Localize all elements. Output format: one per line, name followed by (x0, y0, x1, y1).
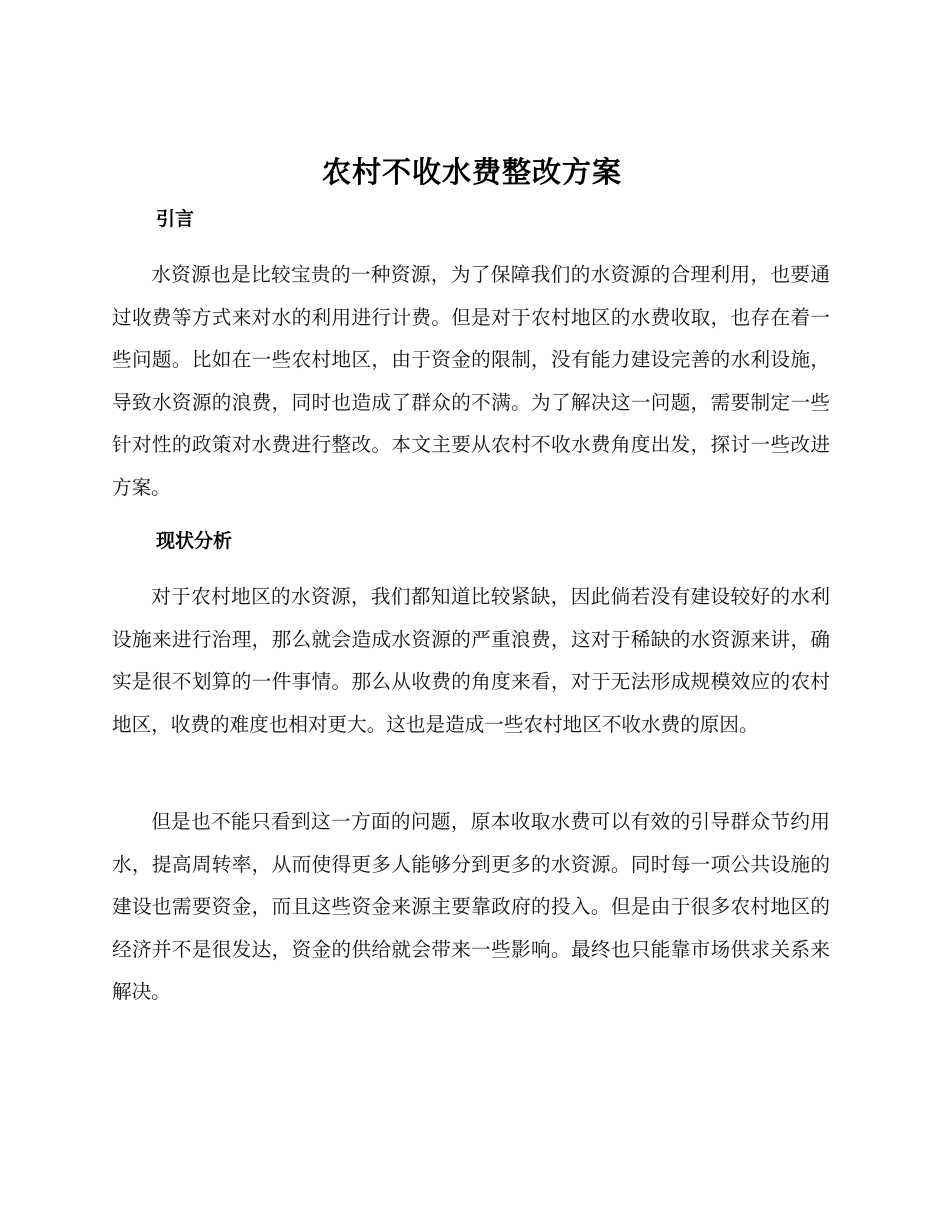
document-title: 农村不收水费整改方案 (321, 155, 622, 189)
section-heading-intro: 引言 (156, 208, 195, 230)
analysis-paragraph-1: 对于农村地区的水资源，我们都知道比较紧缺，因此倘若没有建设较好的水利设施来进行治理，那么就会造成水资源的严重浪费，这对于稀缺的水资源来讲，确实是很不划算的一件事情。那么从收费的角度来看，对于无法形成规模效应的农村地区，收费的难度也相对更大。这也是造成一些农村地区不收水费的原因。 (112, 585, 830, 736)
analysis-paragraph-2: 但是也不能只看到这一方面的问题，原本收取水费可以有效的引导群众节约用水，提高周转率，从而使得更多人能够分到更多的水资源。同时每一项公共设施的建设也需要资金，而且这些资金来源主要靠政府的投入。但是由于很多农村地区的经济并不是很发达，资金的供给就会带来一些影响。最终也只能靠市场供求关系来解决。 (112, 810, 830, 1003)
intro-paragraph: 水资源也是比较宝贵的一种资源，为了保障我们的水资源的合理利用，也要通过收费等方式来对水的利用进行计费。但是对于农村地区的水费收取，也存在着一些问题。比如在一些农村地区，由于资金的限制，没有能力建设完善的水利设施，导致水资源的浪费，同时也造成了群众的不满。为了解决这一问题，需要制定一些针对性的政策对水费进行整改。本文主要从农村不收水费角度出发，探讨一些改进方案。 (112, 263, 830, 499)
section-heading-analysis: 现状分析 (156, 530, 233, 552)
